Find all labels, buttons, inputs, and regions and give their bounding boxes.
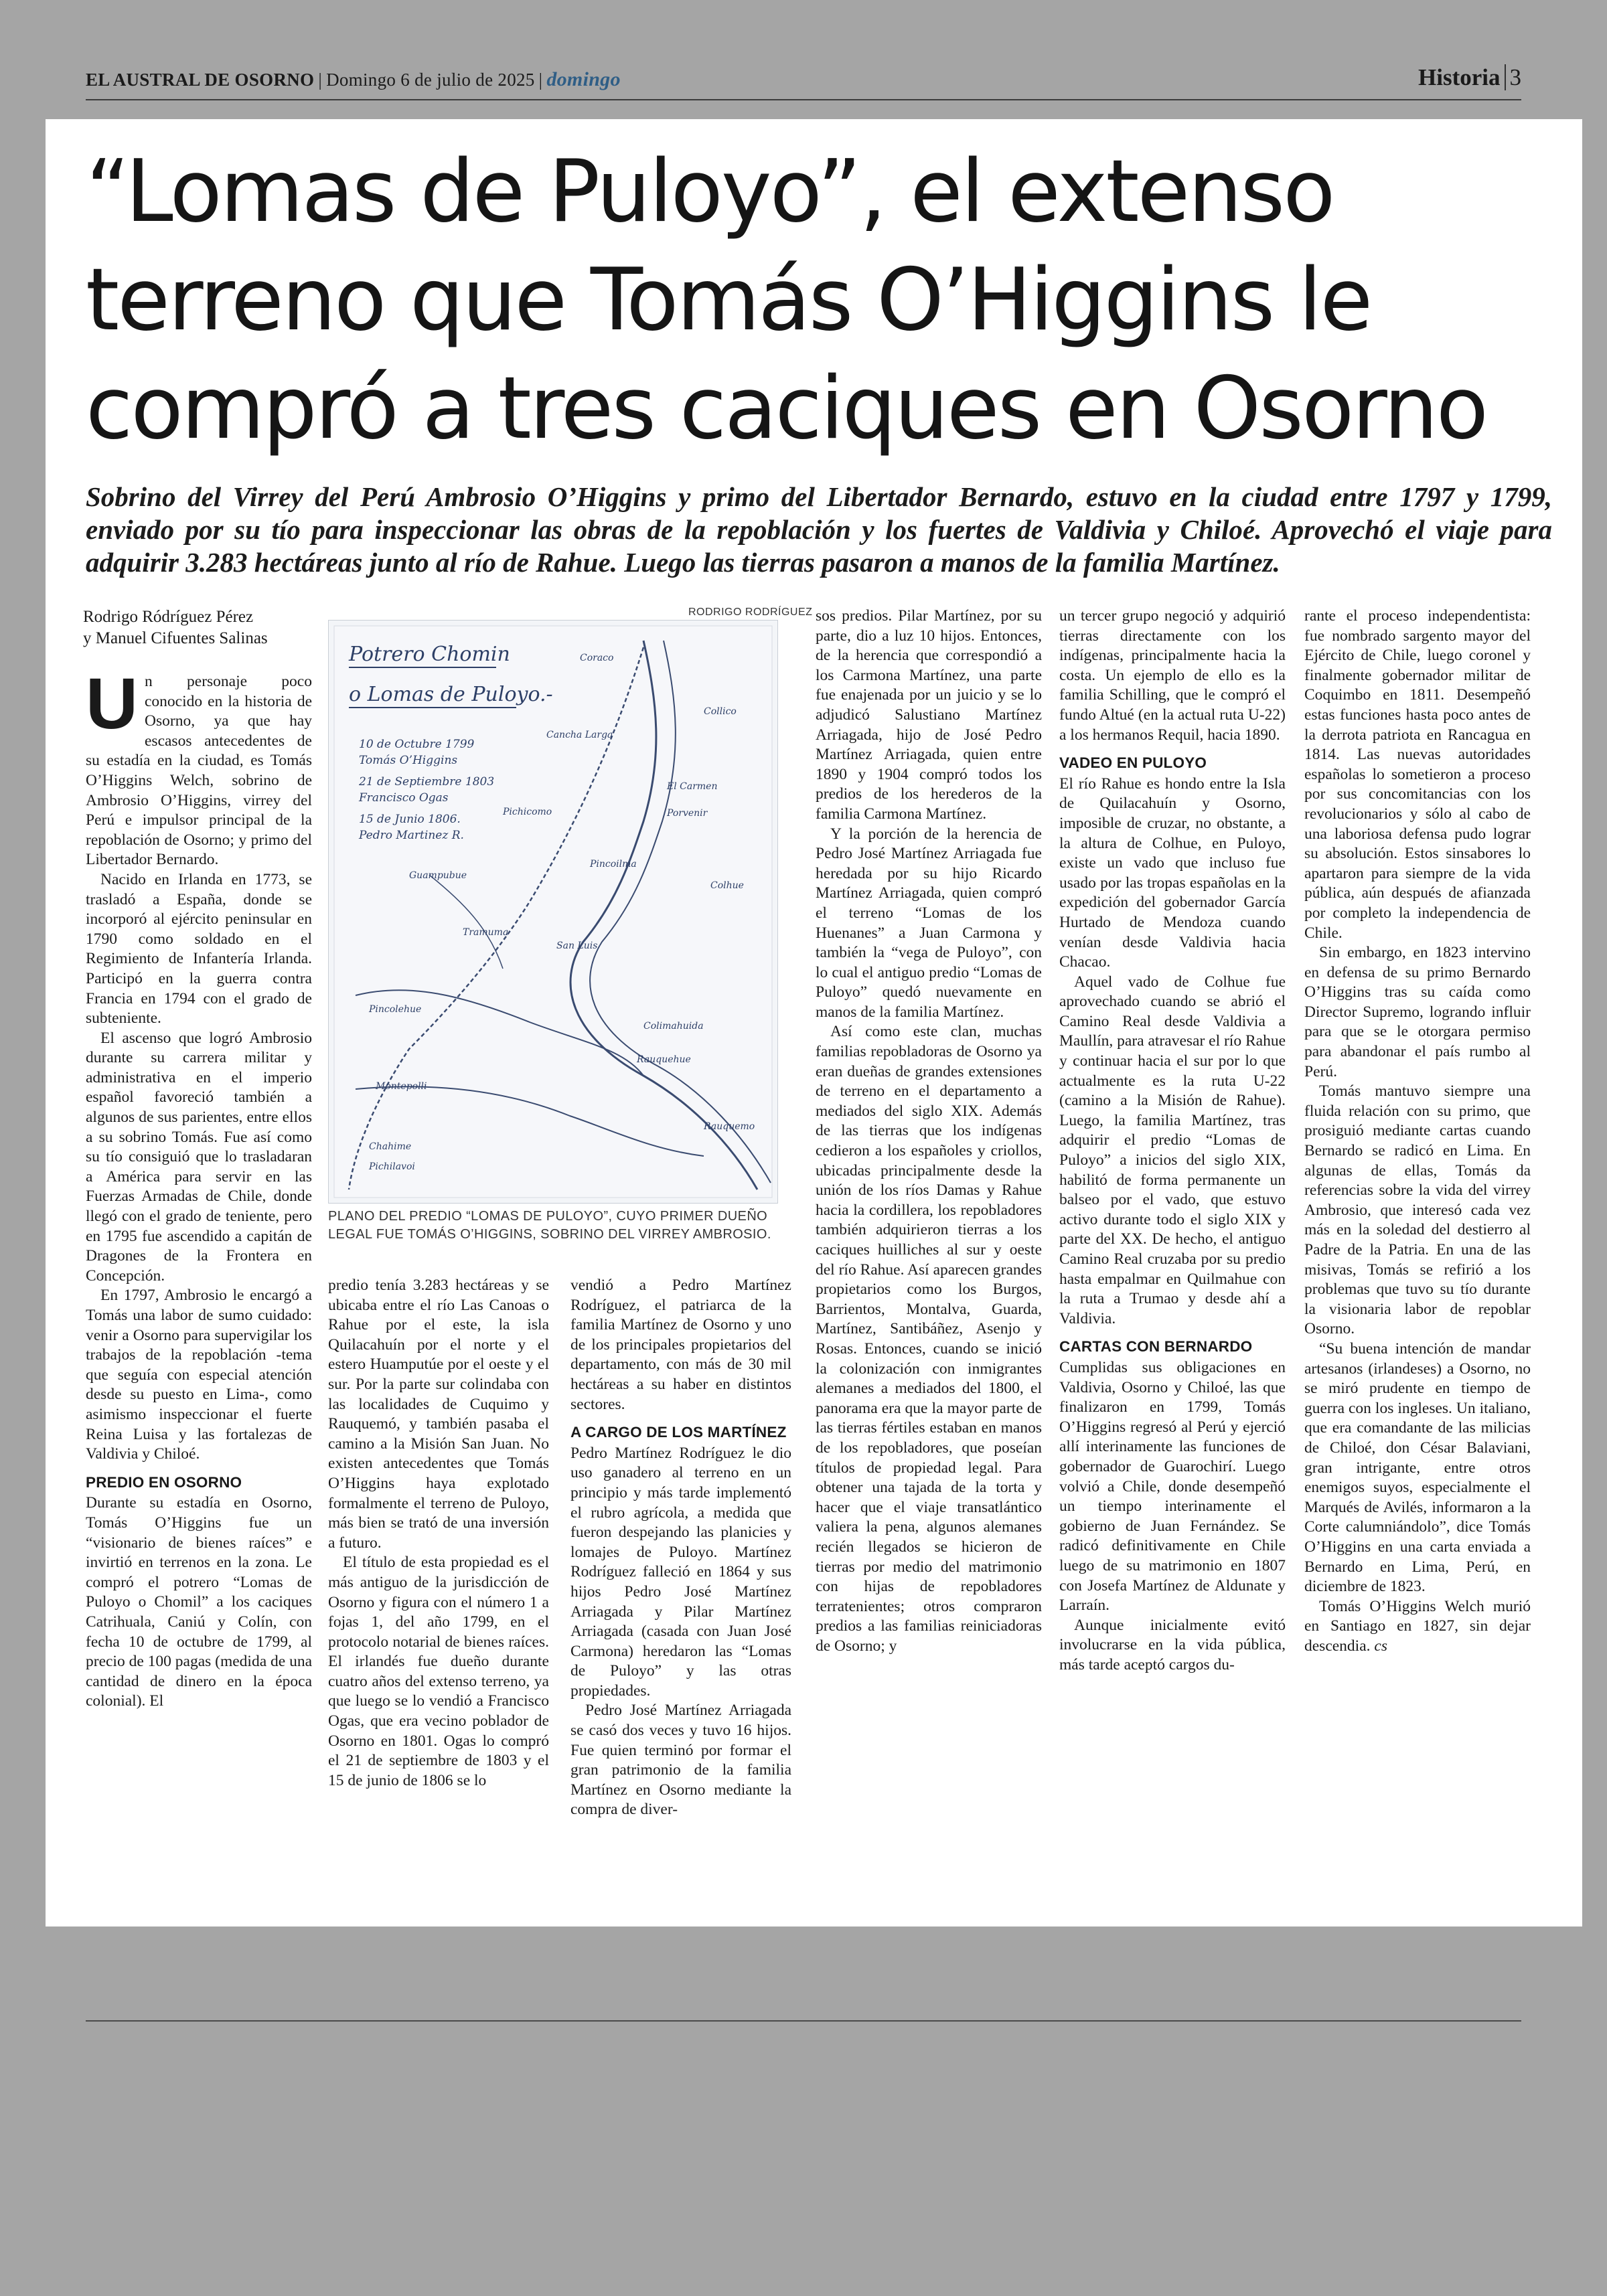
map-place-rauquemo: Rauquemo: [704, 1121, 755, 1132]
map-title-2: o Lomas de Puloyo.-: [349, 683, 553, 706]
article-page: [46, 119, 1582, 1926]
map-place-guampubue: Guampubue: [409, 870, 467, 881]
headline-line-1: “Lomas de Puloyo”, el extenso: [86, 142, 1334, 242]
map-place-pincoilma: Pincoilma: [590, 859, 637, 870]
paragraph-text: Tomás O’Higgins Welch murió en Santiago en 1827, sin dejar descendia.: [1304, 1597, 1531, 1655]
subheading-martinez: A CARGO DE LOS MARTÍNEZ: [570, 1424, 787, 1441]
paragraph: Pedro Martínez Rodríguez le dio uso ganadero al terreno en un principio y más tarde implementó el rubro agrícola, a medida que fueron despejando las planicies y lomajes de Puloyo. Martínez Rodríguez falleció en 1864 y sus hijos Pedro José Martínez Arriagada y Pilar Martínez Arriagada (casada con Juan José Carmona) heredaron las “Lomas de Puloyo” y las otras propiedades.: [570, 1444, 791, 1700]
map-note-5: 15 de Junio 1806.: [359, 813, 461, 826]
paragraph: El ascenso que logró Ambrosio durante su carrera militar y administrativa en el imperio español favoreció también a algunos de sus parientes, entre ellos a su sobrino Tomás. Fue así como su tío consiguió que lo trasladaran a América para servir en las Fuerzas Armadas de Chile, donde llegó con el grado de teniente, pero en 1795 fue ascendido a capitán de Dragones de la Frontera en Concepción.: [86, 1029, 312, 1285]
map-drawing: [329, 621, 777, 1203]
column-1: [86, 663, 313, 1712]
paragraph: Pedro José Martínez Arriagada se casó dos veces y tuvo 16 hijos. Fue quien terminó por formar el gran patrimonio de la familia Martínez en Osorno mediante la compra de diver-: [570, 1702, 791, 1819]
map-place-colimahuida: Colimahuida: [643, 1021, 704, 1032]
deck: Sobrino del Virrey del Perú Ambrosio O’Higgins y primo del Libertador Bernardo, estuvo en la ciudad entre 1797 y 1799, enviado por su tío para inspeccionar las obras de la repoblación y los fuertes de Valdivia y Chiloé. Aprovechó el viaje para adquirir 3.283 hectáreas junto al río de Rahue. Luego las tierras pasaron a manos de la familia Martínez.: [86, 481, 1552, 578]
publication-name: EL AUSTRAL DE OSORNO: [86, 70, 315, 90]
paragraph: “Su buena intención de mandar artesanos (irlandeses) a Osorno, no se miró prudente en tiempo de guerra con los ingleses. Un italiano, que era comandante de las milicias de Chiloé, don César Balaviani, gran intrigante, entre otros enemigos suyos, especialmente el Marqués de Avilés, informaron a la Corte calumniándolo”, dice Tomás O’Higgins en una carta enviada a Bernardo en Lima, Perú, en diciembre de 1823.: [1304, 1339, 1531, 1596]
footer-rule: [86, 2020, 1521, 2022]
map-place-porvenir: Porvenir: [667, 808, 708, 819]
map-place-tramuma: Tramuma: [463, 927, 509, 938]
paragraph: sos predios. Pilar Martínez, por su parte, dio a luz 10 hijos. Entonces, de la herencia que correspondió a los Carmona Martínez, una parte fue enajenada por un juicio y se lo adjudicó Salustiano Martínez Arriagada, hijo de José Pedro Martínez Arriagada, quien entre 1890 y 1904 compró todos los predios de los herederos de la familia Carmona Martínez.: [816, 607, 1042, 823]
map-note-1: 10 de Octubre 1799: [359, 738, 475, 751]
author-2: y Manuel Cifuentes Salinas: [83, 629, 268, 647]
column-2: [328, 1276, 549, 1791]
paragraph: rante el proceso independentista: fue nombrado sargento mayor del Ejército de Chile, luego coronel y finalmente gobernador militar de Coquimbo en 1811. Desempeñó estas funciones hasta poco antes de la derrota patriota en Rancagua en 1814. Las nuevas autoridades españolas lo sometieron a proceso por sus concomitancias con los revolucionarios y sólo al cabo de una laboriosa defensa pudo lograr su absolución. Estos sinsabores lo apartaron para siempre de la vida pública, aún después de afianzada por completo la independencia de Chile.: [1304, 607, 1531, 942]
paragraph: Aquel vado de Colhue fue aprovechado cuando se abrió el Camino Real desde Valdivia a Maullín, para atravesar el río Rahue y continuar hacia el sur por lo que actualmente es la ruta U-22 (camino a la Misión de Rahue). Luego, la familia Martínez, tras adquirir el predio “Lomas de Puloyo” a inicios del siglo XIX, habilitó de forma permanente un balseo por el vado, que estuvo activo durante todo el siglo XIX y parte del XX. De hecho, el antiguo Camino Real cruzaba por su predio hasta empalmar en Quilmahue con la ruta a Trumao y desde ahí a Valdivia.: [1059, 973, 1286, 1327]
headline-line-3: compró a tres caciques en Osorno: [86, 359, 1487, 459]
subheading-cartas: CARTAS CON BERNARDO: [1059, 1338, 1253, 1356]
photo-credit: RODRIGO RODRÍGUEZ: [688, 606, 813, 618]
edition-name: domingo: [546, 68, 621, 90]
drop-cap: U: [86, 663, 138, 744]
paragraph: Sin embargo, en 1823 intervino en defensa de su primo Bernardo O’Higgins tras su caída como Director Supremo, logrando influir para que se le otorgara permiso para abandonar el país rumbo al Perú.: [1304, 944, 1531, 1080]
map-place-coraco: Coraco: [580, 653, 614, 663]
paragraph: [86, 663, 312, 870]
column-3: [570, 1276, 791, 1820]
headline: [86, 138, 1545, 463]
map-place-el-carmen: El Carmen: [667, 781, 718, 792]
headline-line-2: terreno que Tomás O’Higgins le: [86, 250, 1371, 350]
map-place-chahime: Chahime: [369, 1141, 412, 1152]
paragraph: Durante su estadía en Osorno, Tomás O’Higgins fue un “visionario de bienes raíces” e invirtió en terrenos en la zona. Le compró el potrero “Lomas de Puloyo o Chomil” a los caciques Catrihuala, Caniú y Colín, con fecha 10 de octubre de 1799, al precio de 100 pagas (medida de una cantidad de dinero en la época colonial). El: [86, 1494, 313, 1710]
map-place-pincolehue: Pincolehue: [369, 1004, 422, 1015]
author-1: Rodrigo Ródríguez Pérez: [83, 608, 254, 626]
map-place-rauquehue: Rauquehue: [637, 1054, 691, 1065]
paragraph: [1304, 1597, 1531, 1657]
paragraph: Aunque inicialmente evitó involucrarse en la vida pública, más tarde aceptó cargos du-: [1059, 1616, 1286, 1673]
map-note-6: Pedro Martinez R.: [359, 829, 464, 842]
paragraph: Y la porción de la herencia de Pedro José Martínez Arriagada fue heredada por su hijo Ricardo Martínez Arriagada, quien compró el terreno “Lomas de los Huenanes” a Juan Carmona y también la “vega de Puloyo”, con lo cual el antiguo predio “Lomas de Puloyo” quedó nuevamente en manos de la familia Martínez.: [816, 825, 1042, 1021]
paragraph: El título de esta propiedad es el más antiguo de la jurisdicción de Osorno y figura con el número 1 a fojas 1, del año 1799, en el protocolo notarial de bienes raíces. El irlandés fue dueño durante cuatro años del extenso terreno, ya que luego se lo vendió a Francisco Ogas, que era vecino poblador de Osorno en 1801. Ogas lo compró el 21 de septiembre de 1803 y el 15 de junio de 1806 se lo: [328, 1554, 549, 1789]
subheading-predio: PREDIO EN OSORNO: [86, 1473, 242, 1491]
map-place-montepolli: Montepolli: [376, 1081, 427, 1092]
paragraph: Tomás mantuvo siempre una fluida relación con su primo, que prosiguió mediante cartas cuando Bernardo se radicó en Lima. En algunas de ellas, Tomás da referencias sobre la vida del virrey Ambrosio, que interesó cada vez más en la soledad del destierro al Padre de la Patria. En una de las misivas, Tomás se refirió a los problemas que tuvo su tío durante la visionaria labor de repoblar Osorno.: [1304, 1082, 1531, 1338]
map-note-4: Francisco Ogas: [359, 791, 449, 805]
column-5: [1059, 606, 1286, 1675]
map-place-pichilavoi: Pichilavoi: [369, 1161, 415, 1172]
end-mark: cs: [1374, 1637, 1387, 1655]
map-place-san-luis: San Luis: [556, 940, 598, 951]
paragraph: un tercer grupo negoció y adquirió tierras directamente con los indígenas, principalmente hacia la costa. Un ejemplo de ello es la familia Schilling, que le compró el fundo Altué (en la actual ruta U-22) a los hermanos Requil, hacia 1890.: [1059, 607, 1286, 744]
section-name: Historia: [1418, 64, 1501, 90]
map-place-collico: Collico: [704, 706, 737, 717]
paragraph: El río Rahue es hondo entre la Isla de Quilacahuín y Osorno, imposible de cruzar, no obstante, a la altura de Colhue, en Puloyo, existe un vado que incluso fue usado por las tropas españolas en la expedición del gobernador García Hurtado de Mendoza cuando venían desde Valdivia hacia Chacao.: [1059, 774, 1286, 971]
map-place-cancha-larga: Cancha Larga: [546, 730, 613, 740]
map-note-2: Tomás O’Higgins: [359, 754, 458, 767]
paragraph-text: n personaje poco conocido en la historia de Osorno, ya que hay escasos antecedentes de su estadía en la ciudad, es Tomás O’Higgins Welch, sobrino de Ambrosio O’Higgins, virrey del Perú e impulsor principal de la repoblación de Osorno; y primo del Libertador Bernardo.: [86, 673, 312, 869]
paragraph: Así como este clan, muchas familias repobladoras de Osorno ya eran dueñas de grandes extensiones de terreno en el departamento a mediados del siglo XIX. Además de las tierras que los indígenas cedieron a los españoles y criollos, ubicadas principalmente desde la unión de los ríos Damas y Rahue hacia la cordillera, los repobladores también adquirieron tierras a los caciques huilliches al sur y oeste del río Rahue. Así aparecen grandes propietarios como los Burgos, Barrientos, Montalva, Guarda, Martínez, Santibáñez, Asenjo y Rosas. Entonces, cuando se inició la colonización con inmigrantes alemanes a mediados del 1800, el panorama era que la mayor parte de las tierras fértiles estaban en manos de los repobladores, que poseían títulos de propiedad legal. Para obtener una tajada de la torta y hacer que el viaje transatlántico valiera la pena, algunos alemanes recién llegados se hicieron de tierras por medio del matrimonio con hijas de repobladores terratenientes; otros compraron predios a las familias reiniciadoras de Osorno; y: [816, 1023, 1043, 1655]
paragraph: En 1797, Ambrosio le encargó a Tomás una labor de sumo cuidado: venir a Osorno para supervigilar los trabajos de la repoblación -tema que seguía con especial atención desde su puesto en Lima-, como asimismo inspeccionar el fuerte Reina Luisa y las fortalezas de Valdivia y Chiloé.: [86, 1287, 312, 1463]
paragraph: vendió a Pedro Martínez Rodríguez, el patriarca de la familia Martínez de Osorno y uno de los principales propietarios del departamento, con más de 30 mil hectáreas a su haber en distintos sectores.: [570, 1277, 791, 1413]
paragraph: predio tenía 3.283 hectáreas y se ubicaba entre el río Las Canoas o Rahue por el este, la isla Quilacahuín por el norte y el estero Huamputúe por el oeste y el sur. Por la parte sur colindaba con las localidades de Cuquimo y Rauquemó, y también pasaba el camino a la Misión San Juan. No existen antecedentes que Tomás O’Higgins haya explotado formalmente el terreno de Puloyo, más bien se trató de una inversión a futuro.: [328, 1277, 549, 1552]
byline: [83, 606, 268, 649]
map-place-pichicomo: Pichicomo: [503, 807, 552, 817]
masthead-bar: [86, 64, 1521, 99]
map-title-1: Potrero Chomin: [349, 643, 510, 666]
column-4: [816, 606, 1042, 1656]
masthead: EL AUSTRAL DE OSORNO | Domingo 6 de julio de 2025 | domingo: [86, 68, 621, 90]
masthead-rule: [86, 99, 1521, 100]
issue-date: Domingo 6 de julio de 2025: [326, 70, 535, 90]
subheading-vadeo: VADEO EN PULOYO: [1059, 754, 1207, 772]
column-6: [1304, 606, 1531, 1656]
paragraph: Cumplidas sus obligaciones en Valdivia, Osorno y Chiloé, las que finalizaron en 1799, Tomás O’Higgins regresó al Perú y ejerció allí interinamente las funciones de gobernador de Guarochirí. Luego volvió a Chile, donde desempeñó un tiempo interinamente el gobierno de Juan Fernández. Se radicó definitivamente en Chile luego de su matrimonio en 1807 con Josefa Martínez de Aldunate y Larraín.: [1059, 1358, 1286, 1615]
photo-caption: PLANO DEL PREDIO “LOMAS DE PULOYO”, CUYO PRIMER DUEÑO LEGAL FUE TOMÁS O’HIGGINS, SOBRINO DEL VIRREY AMBROSIO.: [328, 1209, 771, 1242]
map-note-3: 21 de Septiembre 1803: [359, 775, 495, 789]
map-photo: [328, 620, 778, 1204]
section-label: [1418, 64, 1521, 91]
page-number: 3: [1505, 64, 1522, 90]
map-place-colhue: Colhue: [710, 880, 744, 891]
paragraph: Nacido en Irlanda en 1773, se trasladó a España, donde se incorporó al ejército peninsular en 1790 como soldado en el Regimiento de Infantería Irlanda. Participó en la guerra contra Francia en 1794 con el grado de subteniente.: [86, 870, 312, 1028]
